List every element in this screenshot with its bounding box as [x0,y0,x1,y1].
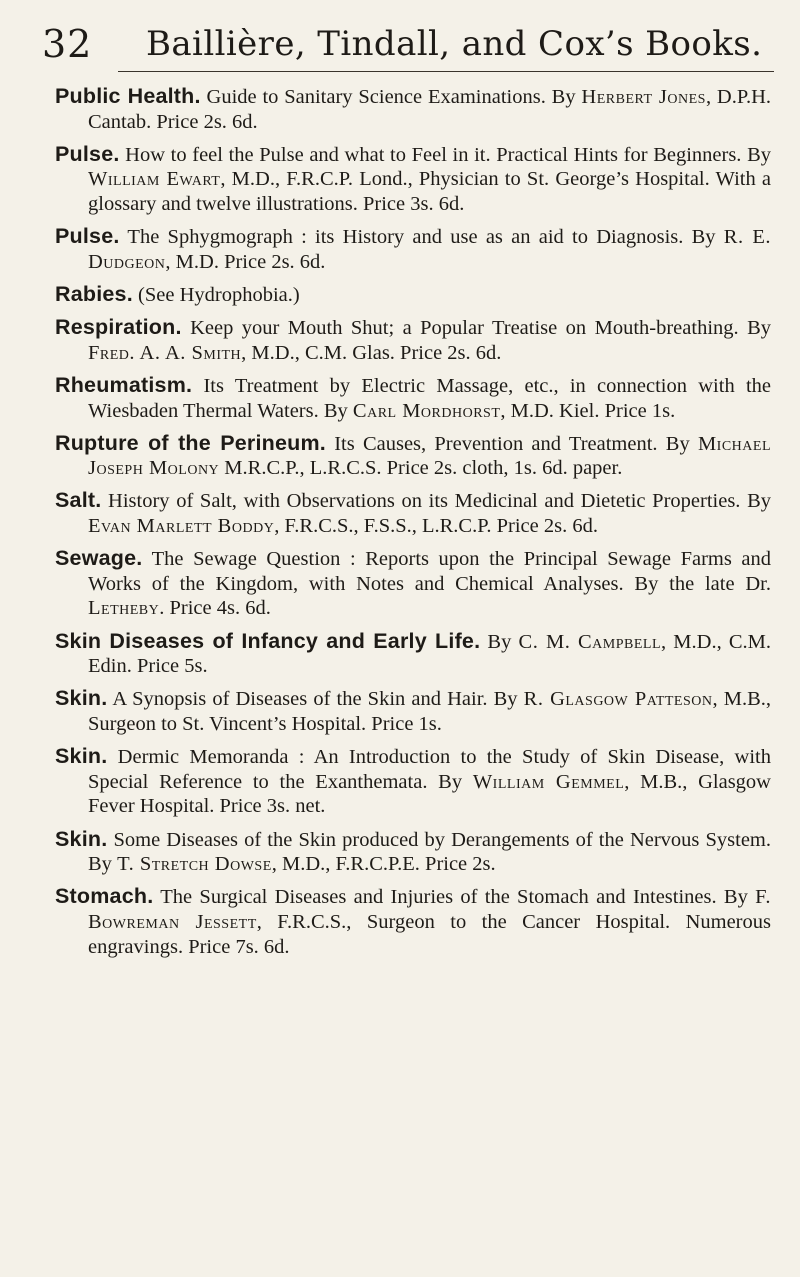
entry-heading: Stomach. [55,884,154,909]
catalogue-entry [55,315,771,365]
entry-heading: Rupture of the Perineum. [55,430,326,455]
entry-text: A Synopsis of Diseases of the Skin and Hair. By [107,688,524,711]
entry-author: T. Stretch Dowse [117,853,272,876]
entry-details: , M.D., C.M. Glas. Price 2s. 6d. [241,341,502,364]
entry-heading: Public Health. [55,84,201,108]
entry-details: , M.D., F.R.C.P.E. Price 2s. [271,853,496,876]
entry-author: William Gemmel [472,770,625,793]
entry-author: R. E. Dudgeon [88,226,771,273]
catalogue-entry [55,373,771,423]
entry-text: History of Salt, with Observations on its Medicinal and Dietetic Properties. By [101,490,771,513]
catalogue-entry [55,431,771,481]
catalogue-entry [55,546,771,621]
entry-author: Michael Joseph Molony [88,432,772,480]
entry-heading: Sewage. [55,546,143,571]
entry-heading: Skin. [55,744,108,769]
catalogue-entry [55,282,771,308]
entry-text: Some Diseases of the Skin produced by Derangements of the Nervous System. By [88,828,771,876]
entry-details: M.R.C.P., L.R.C.S. Price 2s. cloth, 1s. 6d. paper. [219,457,623,480]
catalogue-entries [55,84,771,967]
entry-heading: Salt. [55,488,102,513]
catalogue-entry [55,744,771,819]
entry-author: William Ewart [88,168,221,191]
entry-heading: Rheumatism. [55,372,193,397]
page-number: 32 [42,22,93,66]
running-title: Baillière, Tindall, and Cox’s Books. [146,24,763,64]
header-rule [118,71,774,72]
entry-details: , F.R.C.S., Surgeon to the Cancer Hospital. Numerous engravings. Price 7s. 6d. [88,910,771,958]
catalogue-entry [55,488,771,538]
entry-details: , M.B., Surgeon to St. Vincent’s Hospital. Price 1s. [88,688,771,735]
entry-text: Guide to Sanitary Science Examinations. By [200,86,582,108]
entry-text: Its Causes, Prevention and Treatment. By [325,432,698,455]
entry-heading: Respiration. [55,315,182,340]
entry-text: By [480,630,519,653]
catalogue-entry [55,629,771,679]
entry-author: Evan Marlett Boddy [88,515,275,538]
entry-details: , D.P.H. Cantab. Price 2s. 6d. [88,86,772,133]
catalogue-entry [55,686,771,736]
catalogue-entry [55,884,771,959]
entry-author: F. Bowreman Jessett [88,886,771,933]
entry-details: , F.R.C.S., F.S.S., L.R.C.P. Price 2s. 6d. [274,515,598,538]
catalogue-entry [55,224,771,274]
entry-author: Letheby [88,597,160,620]
catalogue-entry [55,84,771,134]
entry-details: . Price 4s. 6d. [159,597,271,620]
catalogue-entry [55,827,771,877]
entry-details: , M.B., Glasgow Fever Hospital. Price 3s. net. [88,770,771,818]
entry-heading: Pulse. [55,224,120,249]
entry-details: , M.D. Price 2s. 6d. [165,250,326,273]
entry-author: C. M. Campbell [518,630,661,653]
entry-text: Dermic Memoranda : An Introduction to the Study of Skin Disease, with Special Reference to the Exanthemata. By [88,746,771,793]
catalogue-entry [55,142,771,217]
entry-text: The Sewage Question : Reports upon the Principal Sewage Farms and Works of the Kingdom, with Notes and Chemical Analyses. By the late Dr. [88,548,771,595]
entry-text: (See Hydrophobia.) [132,283,300,306]
entry-text: The Sphygmograph : its History and use as an aid to Diagnosis. By [119,226,724,249]
entry-heading: Pulse. [55,141,120,166]
entry-author: R. Glasgow Patteson [523,688,713,711]
entry-author: Herbert Jones [581,86,706,108]
entry-heading: Skin. [55,686,108,711]
entry-text: How to feel the Pulse and what to Feel in it. Practical Hints for Beginners. By [119,143,771,166]
entry-details: , M.D., F.R.C.P. Lond., Physician to St. George’s Hospital. With a glossary and twelve illustrations. Price 3s. 6d. [88,168,772,215]
entry-author: Carl Mordhorst [352,399,501,422]
entry-heading: Skin. [55,826,108,851]
entry-author: Fred. A. A. Smith [88,341,242,364]
page-header [42,22,762,68]
entry-text: Keep your Mouth Shut; a Popular Treatise on Mouth-breathing. By [181,317,771,340]
entry-text: The Surgical Diseases and Injuries of the Stomach and Intestines. By [153,886,756,909]
entry-heading: Skin Diseases of Infancy and Early Life. [55,628,481,653]
entry-heading: Rabies. [55,281,133,306]
entry-details: , M.D. Kiel. Price 1s. [500,399,676,422]
entry-details: , M.D., C.M. Edin. Price 5s. [88,630,771,678]
entry-text: Its Treatment by Electric Massage, etc., in connection with the Wiesbaden Thermal Waters. By [88,374,771,422]
